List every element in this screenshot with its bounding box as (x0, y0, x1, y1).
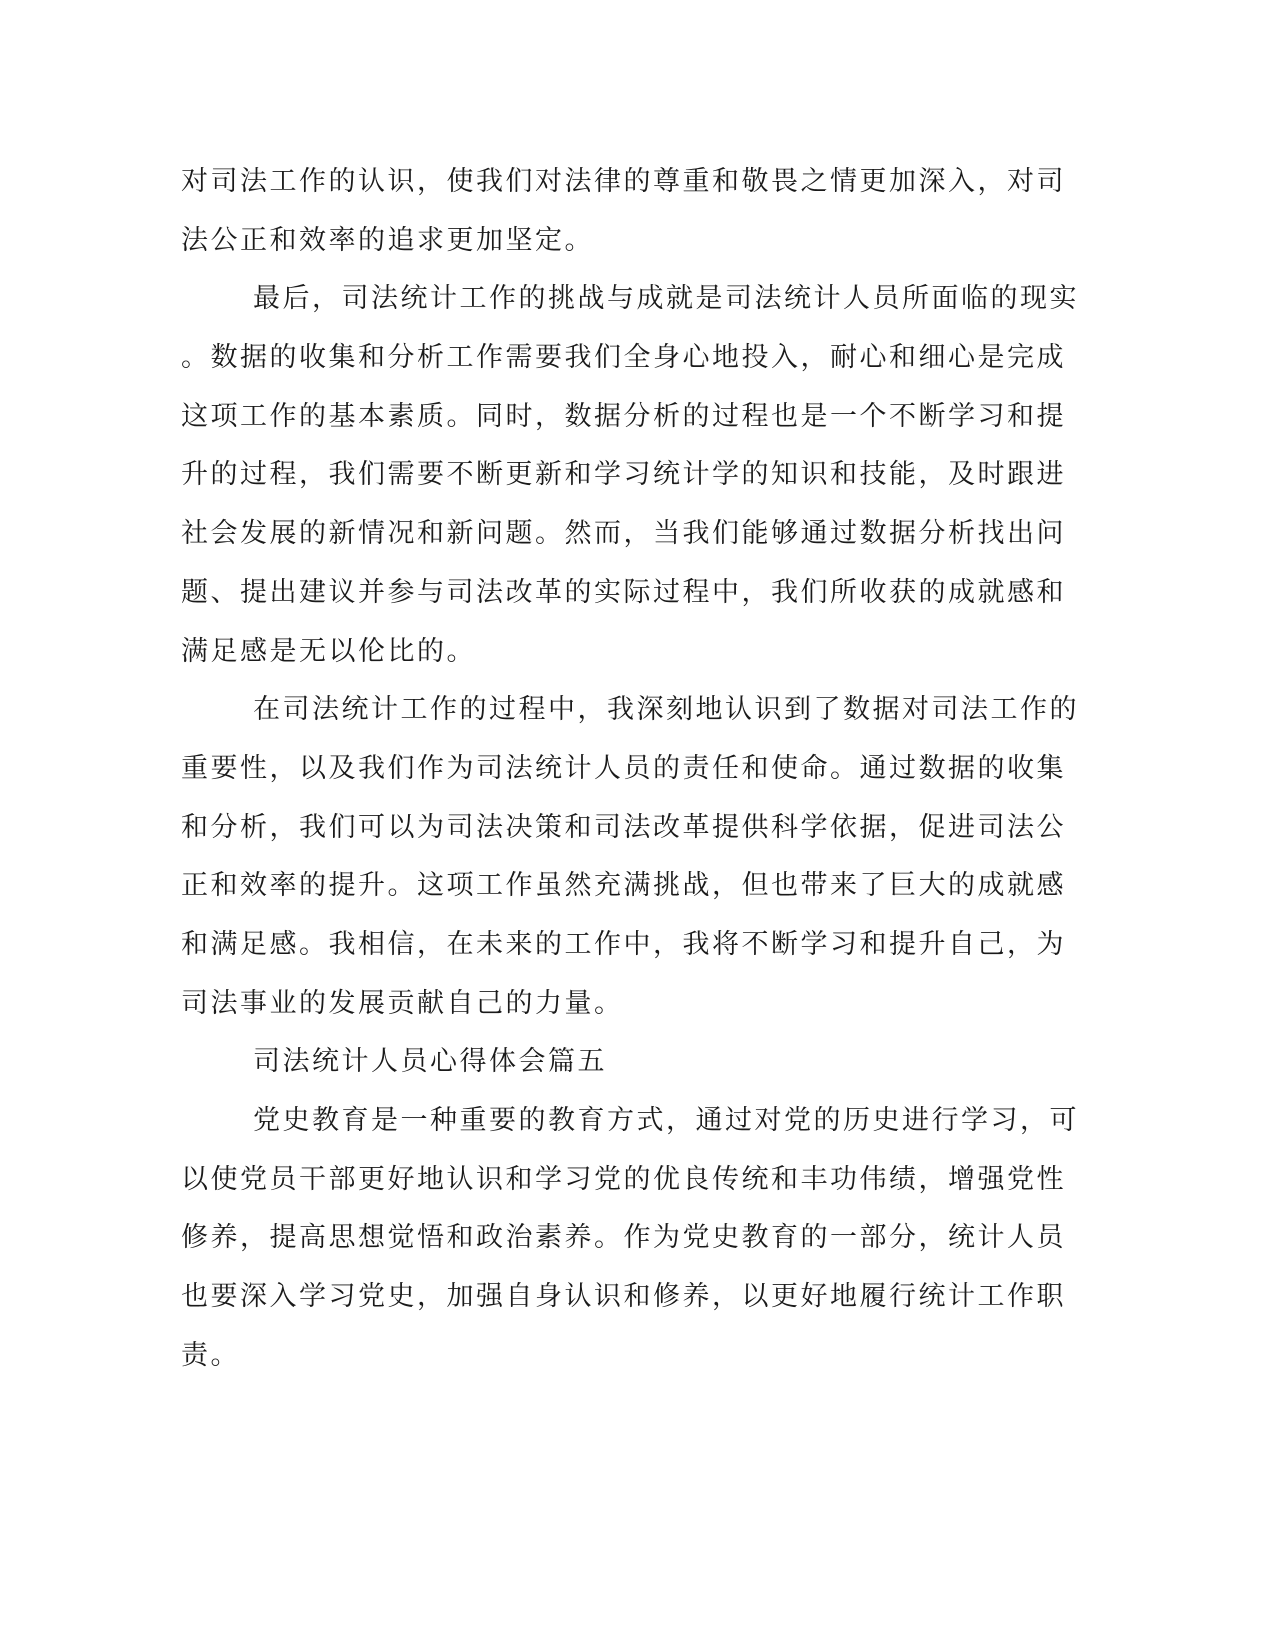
paragraph-first-line: 最后，司法统计工作的挑战与成就是司法统计人员所面临的现实 (253, 283, 1079, 315)
text-line: 和分析，我们可以为司法决策和司法改革提供科学依据，促进司法公 (181, 811, 1066, 843)
text-line: 法公正和效率的追求更加坚定。 (181, 224, 594, 256)
text-line: 司法事业的发展贡献自己的力量。 (181, 987, 624, 1019)
document-page (181, 153, 1079, 1385)
text-line: 以使党员干部更好地认识和学习党的优良传统和丰功伟绩，增强党性 (181, 1163, 1066, 1195)
text-line: 社会发展的新情况和新问题。然而，当我们能够通过数据分析找出问 (181, 518, 1066, 550)
text-line: 题、提出建议并参与司法改革的实际过程中，我们所收获的成就感和 (181, 576, 1066, 608)
paragraph-first-line: 党史教育是一种重要的教育方式，通过对党的历史进行学习，可 (253, 1105, 1079, 1136)
text-line: 满足感是无以伦比的。 (181, 635, 476, 667)
text-line: 重要性，以及我们作为司法统计人员的责任和使命。通过数据的收集 (181, 752, 1066, 784)
text-line: 和满足感。我相信，在未来的工作中，我将不断学习和提升自己，为 (181, 928, 1066, 960)
paragraph-first-line: 在司法统计工作的过程中，我深刻地认识到了数据对司法工作的 (253, 694, 1079, 726)
text-line: 修养，提高思想觉悟和政治素养。作为党史教育的一部分，统计人员 (181, 1222, 1066, 1254)
text-line: 。数据的收集和分析工作需要我们全身心地投入，耐心和细心是完成 (181, 342, 1066, 374)
text-line: 升的过程，我们需要不断更新和学习统计学的知识和技能，及时跟进 (181, 459, 1066, 491)
text-line: 责。 (181, 1339, 240, 1371)
text-line: 对司法工作的认识，使我们对法律的尊重和敬畏之情更加深入，对司 (181, 166, 1066, 197)
text-line: 这项工作的基本素质。同时，数据分析的过程也是一个不断学习和提 (181, 400, 1066, 432)
text-line: 也要深入学习党史，加强自身认识和修养，以更好地履行统计工作职 (181, 1281, 1066, 1313)
text-line: 正和效率的提升。这项工作虽然充满挑战，但也带来了巨大的成就感 (181, 870, 1066, 902)
section-heading: 司法统计人员心得体会篇五 (253, 1046, 607, 1078)
